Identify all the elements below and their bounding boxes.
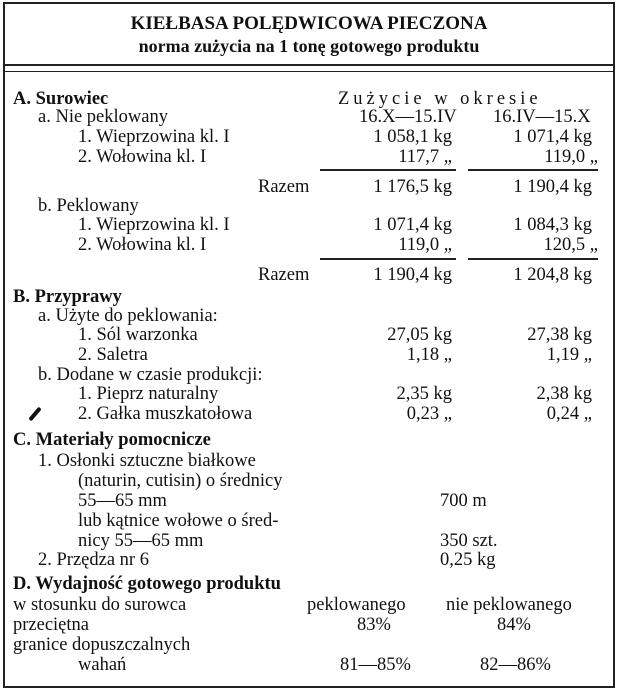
value-cell: 81—85% bbox=[340, 655, 411, 675]
sum-rule bbox=[320, 169, 456, 171]
sum-rule bbox=[468, 258, 598, 260]
section-a-heading: A. Surowiec bbox=[13, 89, 109, 109]
section-a-sub-b: b. Peklowany bbox=[38, 196, 139, 216]
title-rule-2 bbox=[5, 71, 613, 72]
value-cell: 2,38 kg bbox=[536, 384, 592, 404]
section-b-sub-b: b. Dodane w czasie produkcji: bbox=[38, 365, 263, 385]
value-cell: 120,5 „ bbox=[543, 235, 598, 255]
sum-rule bbox=[320, 258, 456, 260]
total-value: 1 204,8 kg bbox=[513, 265, 592, 285]
value-cell: 2,35 kg bbox=[396, 384, 452, 404]
limits-label: wahań bbox=[78, 655, 127, 675]
value-cell: 1,19 „ bbox=[546, 345, 592, 365]
ratio-label: w stosunku do surowca bbox=[13, 595, 187, 615]
column-header-2: 16.IV—15.X bbox=[493, 107, 591, 127]
total-value: 1 190,4 kg bbox=[373, 265, 452, 285]
total-label: Razem bbox=[258, 177, 310, 197]
value-cell: 119,0 „ bbox=[544, 147, 598, 167]
list-item: 1. Wieprzowina kl. I bbox=[78, 127, 230, 147]
column-header-2: nie peklowanego bbox=[446, 595, 572, 615]
list-item: 2. Wołowina kl. I bbox=[78, 235, 207, 255]
value-cell: 1 058,1 kg bbox=[373, 127, 452, 147]
list-item: 1. Wieprzowina kl. I bbox=[78, 215, 230, 235]
value-cell: 83% bbox=[357, 615, 391, 635]
total-value: 1 176,5 kg bbox=[373, 177, 452, 197]
value-cell: 1 071,4 kg bbox=[513, 127, 592, 147]
value-cell: 1 084,3 kg bbox=[513, 215, 592, 235]
value-cell: 1 071,4 kg bbox=[373, 215, 452, 235]
value-cell: 0,25 kg bbox=[440, 550, 496, 570]
value-cell: 82—86% bbox=[480, 655, 551, 675]
value-cell: 0,24 „ bbox=[546, 404, 592, 424]
value-cell: 84% bbox=[497, 615, 531, 635]
list-item: 2. Wołowina kl. I bbox=[78, 147, 207, 167]
list-item: 2. Saletra bbox=[78, 345, 148, 365]
list-item: nicy 55—65 mm bbox=[78, 531, 204, 551]
column-header-1: 16.X—15.IV bbox=[359, 107, 457, 127]
list-item: 1. Pieprz naturalny bbox=[78, 384, 219, 404]
page-subtitle: norma zużycia na 1 tonę gotowego produktu bbox=[138, 36, 480, 56]
value-cell: 119,0 „ bbox=[398, 235, 452, 255]
section-b-heading: B. Przyprawy bbox=[13, 287, 122, 307]
column-header-1: peklowanego bbox=[307, 595, 406, 615]
list-item: 1. Sól warzonka bbox=[78, 325, 198, 345]
total-label: Razem bbox=[258, 265, 310, 285]
limits-label: granice dopuszczalnych bbox=[13, 635, 191, 655]
value-cell: 27,05 kg bbox=[387, 325, 452, 345]
list-item: 2. Przędza nr 6 bbox=[38, 550, 149, 570]
list-item: 55—65 mm bbox=[78, 491, 167, 511]
total-value: 1 190,4 kg bbox=[513, 177, 592, 197]
sum-rule bbox=[468, 169, 598, 171]
section-c-heading: C. Materiały pomocnicze bbox=[13, 430, 211, 450]
title-rule bbox=[5, 64, 613, 66]
value-cell: 700 m bbox=[440, 491, 487, 511]
list-item: 2. Gałka muszkatołowa bbox=[78, 404, 253, 424]
average-label: przeciętna bbox=[13, 615, 89, 635]
value-cell: 117,7 „ bbox=[398, 147, 452, 167]
list-item: 1. Osłonki sztuczne białkowe bbox=[38, 451, 256, 471]
section-b-sub-a: a. Użyte do peklowania: bbox=[38, 306, 218, 326]
value-cell: 1,18 „ bbox=[406, 345, 452, 365]
period-header: Zużycie w okresie bbox=[338, 89, 542, 109]
value-cell: 0,23 „ bbox=[406, 404, 452, 424]
list-item: (naturin, cutisin) o średnicy bbox=[78, 471, 283, 491]
value-cell: 27,38 kg bbox=[527, 325, 592, 345]
list-item: lub kątnice wołowe o śred- bbox=[78, 511, 279, 531]
section-a-sub-a: a. Nie peklowany bbox=[38, 107, 168, 127]
value-cell: 350 szt. bbox=[440, 531, 498, 551]
section-d-heading: D. Wydajność gotowego produktu bbox=[13, 574, 281, 594]
page-title: KIEŁBASA POLĘDWICOWA PIECZONA bbox=[130, 13, 488, 34]
